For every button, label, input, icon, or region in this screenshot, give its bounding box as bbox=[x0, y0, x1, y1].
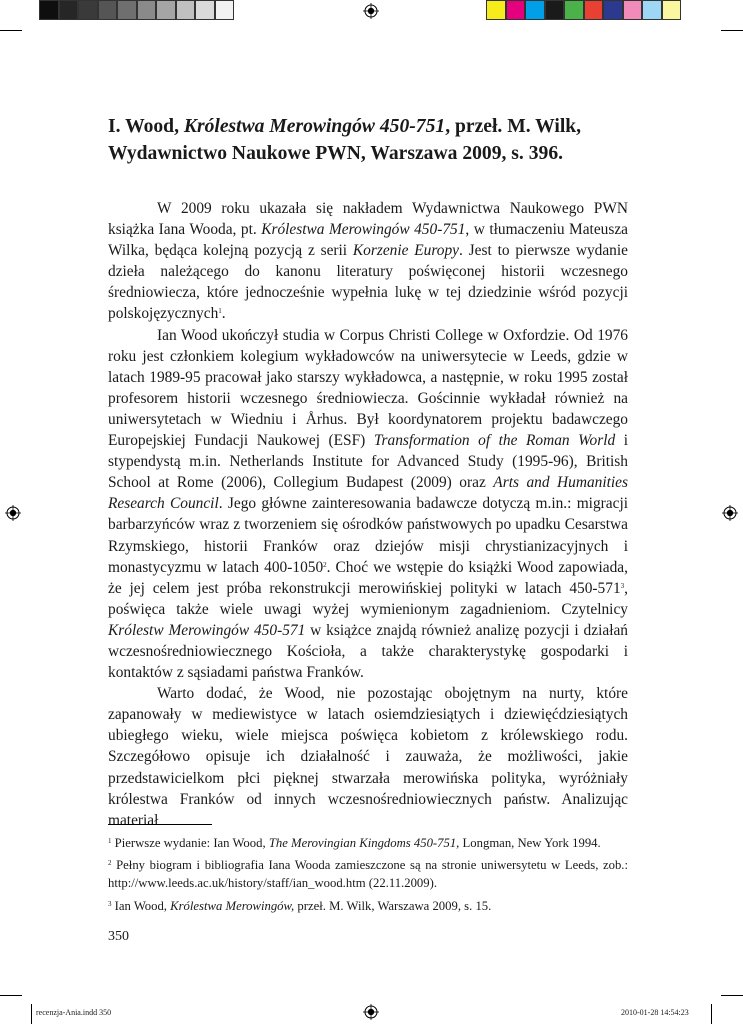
gray-swatch bbox=[215, 0, 235, 20]
color-swatch bbox=[584, 0, 604, 20]
text-run: , w tłumaczeniu Mateusza Wilka, będąca kolejną pozycją z serii bbox=[108, 221, 629, 260]
cmyk-color-bar bbox=[486, 0, 681, 20]
registration-mark-icon bbox=[5, 505, 21, 521]
footnote bbox=[108, 832, 628, 852]
title-publisher: Wydawnictwo Naukowe PWN, Warszawa 2009, s. 396. bbox=[108, 143, 564, 164]
text-run: i stypendystą m.in. Netherlands Institute for Advanced Study (1995-96), British School at Rome (2006), Collegium Budapest (2009) oraz bbox=[108, 432, 628, 492]
footnote bbox=[108, 854, 628, 892]
italic-run: Królestwa Merowingów, bbox=[170, 898, 295, 913]
color-swatch bbox=[642, 0, 662, 20]
title-author: I. Wood, bbox=[108, 116, 179, 137]
gray-swatch bbox=[98, 0, 118, 20]
crop-mark bbox=[0, 30, 22, 31]
footnote-divider bbox=[108, 824, 212, 825]
crop-mark bbox=[711, 1004, 712, 1024]
footnote-number: 1 bbox=[108, 837, 112, 845]
paragraph: Warto dodać, że Wood, nie pozostając obojętnym na nurty, które zapanowały w mediewistyce w latach osiemdziesiątych i dziewięćdziesiątych ubiegłego wieku, wiele miejsca poświęca kobietom z królewskiego rodu. Szczegółowo opisuje ich działalność i zauważa, że możliwości, jakie przedstawicielkom płci pięknej stwarzała merowińska polityka, wyróżniały królestwa Franków od innych wczesnośredniowiecznych państw. Analizując materiał bbox=[108, 685, 628, 829]
text-run: , poświęca także wiele uwagi wyżej wymienionym zagadnieniom. Czytelnicy bbox=[108, 579, 628, 618]
review-title bbox=[108, 113, 628, 167]
gray-swatch bbox=[137, 0, 157, 20]
page-number: 350 bbox=[108, 929, 129, 944]
gray-swatch bbox=[39, 0, 59, 20]
text-run: Ian Wood, bbox=[111, 898, 171, 913]
text-run: Pierwsze wydanie: Ian Wood, bbox=[111, 836, 269, 850]
color-swatch bbox=[662, 0, 682, 20]
italic-run: Korzenie Europy bbox=[352, 242, 460, 260]
text-run: Ian Wood ukończył studia w Corpus Christi College w Oxfordzie. Od 1976 roku jest członkiem kolegium wykładowców na uniwersytecie w Leeds, gdzie w latach 1989-95 pracował jako starszy wykładowca, a następnie, w roku 1995 został profesorem historii wczesnego średniowiecza. Gościnnie wykładał również na uniwersytetach w Wiedniu i Århus. Był koordynatorem projektu badawczego Europejskiej Fundacji Naukowej (ESF) bbox=[108, 326, 628, 450]
footnote-ref: 3 bbox=[620, 581, 625, 590]
registration-mark-icon bbox=[363, 3, 379, 19]
crop-mark bbox=[31, 1004, 32, 1024]
slug-filename: recenzja-Ania.indd 350 bbox=[36, 1008, 112, 1017]
italic-run: Królestw Merowingów 450-571 bbox=[108, 621, 306, 639]
gray-swatch bbox=[156, 0, 176, 20]
paragraph bbox=[108, 325, 628, 684]
text-run: W 2009 roku ukazała się nakładem Wydawnictwa Naukowego PWN książka Iana Wooda, pt. bbox=[108, 200, 628, 239]
crop-mark bbox=[721, 30, 743, 31]
crop-mark bbox=[721, 995, 743, 996]
gray-swatch bbox=[78, 0, 98, 20]
text-run: Longman, New York 1994. bbox=[459, 836, 601, 850]
italic-run: The Merovingian Kingdoms 450-751, bbox=[268, 836, 460, 850]
title-translator: , przeł. M. Wilk, bbox=[445, 116, 582, 137]
color-swatch bbox=[564, 0, 584, 20]
registration-mark-icon bbox=[363, 1004, 379, 1020]
italic-run: Królestwa Merowingów 450-751 bbox=[261, 221, 466, 239]
color-swatch bbox=[525, 0, 545, 20]
text-run: Pełny biogram i bibliografia Iana Wooda zamieszczone są na stronie uniwersytetu w Leeds, zob.: http://www.leeds.ac.uk/history/staff/ian_wood.htm (22.11.2009). bbox=[108, 858, 628, 891]
text-run: w książce znajdą również analizę pozycji i działań wczesnośredniowiecznego Kościoła, a także charakterystykę gospodarki i kontaktów z sąsiadami państwa Franków. bbox=[108, 621, 628, 682]
italic-run: Transformation of the Roman World bbox=[373, 432, 616, 450]
footnotes bbox=[108, 832, 628, 917]
footnote-number: 3 bbox=[108, 899, 112, 908]
footnote-ref: 2 bbox=[323, 560, 327, 569]
crop-mark bbox=[0, 995, 22, 996]
color-swatch bbox=[545, 0, 565, 20]
text-run: przeł. M. Wilk, Warszawa 2009, s. 15. bbox=[294, 898, 492, 913]
registration-mark-icon bbox=[722, 505, 738, 521]
gray-swatch bbox=[176, 0, 196, 20]
color-swatch bbox=[486, 0, 506, 20]
gray-swatch bbox=[117, 0, 137, 20]
italic-run: Arts and Humanities Research Council bbox=[108, 474, 629, 513]
paragraph bbox=[108, 198, 628, 325]
footnote-number: 2 bbox=[108, 859, 112, 868]
slug-datetime: 2010-01-28 14:54:23 bbox=[621, 1008, 689, 1017]
text-run: . Jest to pierwsze wydanie dzieła należącego do kanonu literatury poświęconej historii wczesnego średniowiecza, które jednocześnie wypełnia lukę w tej dziedzinie wśród pozycji polskojęzycznych bbox=[108, 242, 628, 323]
title-book: Królestwa Merowingów 450-751 bbox=[183, 116, 446, 137]
footnote bbox=[108, 895, 628, 915]
gray-swatch bbox=[59, 0, 79, 20]
color-swatch bbox=[506, 0, 526, 20]
footnote-ref: 1 bbox=[218, 307, 222, 316]
text-run: . bbox=[221, 305, 226, 323]
color-swatch bbox=[623, 0, 643, 20]
color-swatch bbox=[603, 0, 623, 20]
text-run: . Jego główne zainteresowania badawcze dotyczą m.in.: migracji barbarzyńców wraz z tworzeniem się ośrodków państwowych po upadku Cesarstwa Rzymskiego, historii Franków oraz dziejów misji chrystianizacyjnych i monastycyzmu w latach 400-1050 bbox=[108, 495, 628, 576]
grayscale-color-bar bbox=[39, 0, 234, 20]
text-run: . Choć we wstępie do książki Wood zapowiada, że jej celem jest próba rekonstrukcji merowińskiej polityki w latach 450-571 bbox=[108, 558, 628, 597]
review-body bbox=[108, 198, 628, 831]
gray-swatch bbox=[195, 0, 215, 20]
